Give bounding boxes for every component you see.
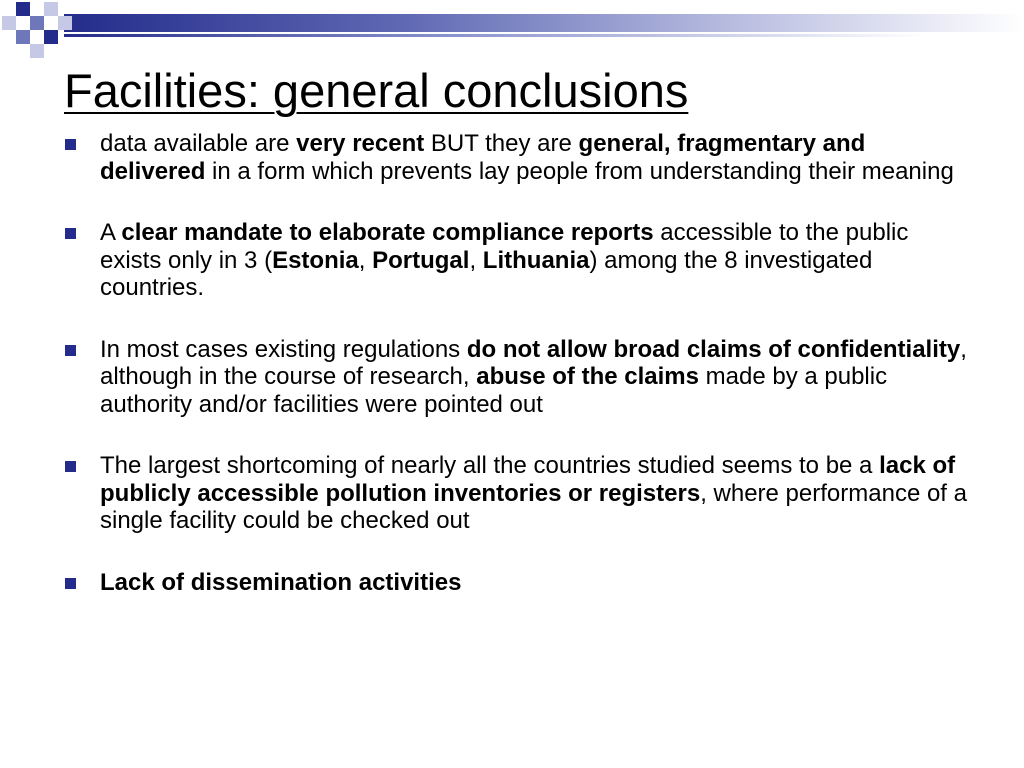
square-bullet-icon (65, 228, 76, 239)
bullet-list (60, 130, 970, 596)
bullet-item (60, 219, 970, 302)
decor-square (16, 2, 30, 16)
text-segment: , where performance of a single facility could be checked out (100, 479, 967, 534)
bullet-text (100, 130, 954, 185)
text-segment-bold: Lack of dissemination activities (100, 568, 462, 596)
bullet-text (100, 336, 967, 418)
text-segment: A (100, 219, 122, 246)
text-segment: , although in the course of research, (100, 335, 967, 390)
bullet-item (60, 569, 970, 597)
decor-square (44, 30, 58, 44)
text-segment: BUT they are (424, 130, 579, 157)
decor-square (30, 16, 44, 30)
decor-square (16, 30, 30, 44)
decor-square (44, 2, 58, 16)
text-segment: , (469, 246, 483, 274)
text-segment-bold: general, fragmentary and delivered (100, 130, 866, 185)
text-segment-bold: Lithuania (482, 246, 590, 274)
bullet-item (60, 130, 970, 185)
decor-square (58, 16, 72, 30)
bullet-item (60, 336, 970, 419)
text-segment-bold: do not allow broad claims of confidentiality (466, 335, 961, 363)
square-bullet-icon (65, 139, 76, 150)
text-segment: made by a public authority and/or facilities were pointed out (100, 363, 888, 418)
text-segment: accessible to the public exists only in 3 ( (100, 219, 909, 274)
text-segment-bold: lack of publicly accessible pollution inventories or registers (100, 452, 956, 507)
text-segment: data available are (100, 130, 297, 157)
text-segment: in a form which prevents lay people from understanding their meaning (205, 157, 954, 185)
header-gradient-line (64, 34, 1024, 37)
text-segment-bold: abuse of the claims (476, 363, 699, 390)
bullet-text (100, 219, 908, 301)
header-gradient-bar (64, 14, 1024, 32)
text-segment: The largest shortcoming of nearly all the countries studied seems to be a (100, 452, 880, 479)
text-segment: In most cases existing regulations (100, 335, 467, 363)
bullet-text (100, 452, 967, 534)
text-segment-bold: clear mandate to elaborate compliance reports (121, 219, 654, 246)
text-segment-bold: Portugal (372, 246, 470, 274)
decor-square (2, 16, 16, 30)
square-bullet-icon (65, 461, 76, 472)
slide-title: Facilities: general conclusions (64, 64, 689, 117)
text-segment-bold: very recent (296, 130, 425, 157)
text-segment-bold: Estonia (272, 246, 359, 274)
square-bullet-icon (65, 578, 76, 589)
bullet-item (60, 452, 970, 535)
decor-square (30, 44, 44, 58)
text-segment: , (358, 246, 373, 274)
text-segment: ) among the 8 investigated countries. (100, 246, 873, 301)
bullet-text (100, 569, 461, 596)
square-bullet-icon (65, 345, 76, 356)
